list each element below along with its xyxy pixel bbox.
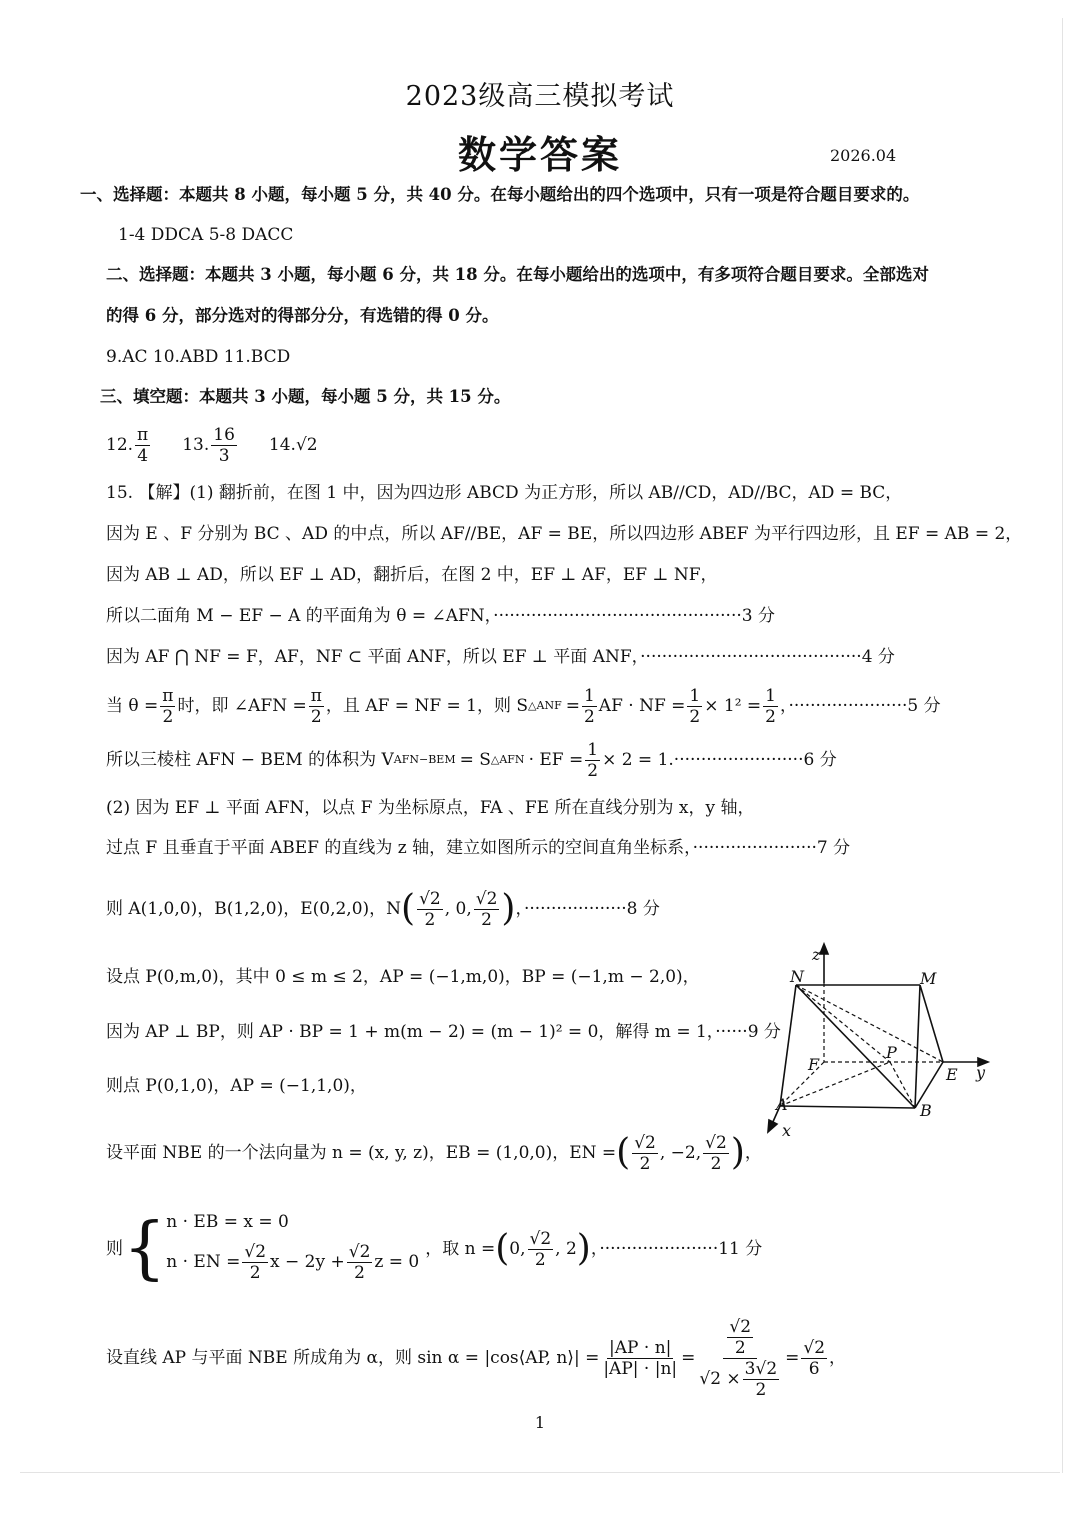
- edge-MB: [915, 985, 920, 1108]
- solution-line-12: 因为 AP ⊥ BP，则 AP · BP = 1 + m(m − 2) = (m − 1)² = 0，解得 m = 1，······9 分: [106, 1022, 781, 1042]
- q13-fraction: [211, 425, 237, 466]
- eq2-frac-a: [242, 1242, 268, 1283]
- frac-den: |AP| · |n|: [603, 1358, 678, 1379]
- l15-text-b: ，取 n =: [425, 1239, 496, 1259]
- label-M: M: [920, 969, 937, 988]
- frac-den: [697, 1359, 783, 1400]
- frac-den: 2: [481, 909, 492, 930]
- solution-line-4: 所以二面角 M − EF − A 的平面角为 θ = ∠AFN，··············································3 分: [106, 606, 775, 626]
- l7-text-a: 所以三棱柱 AFN − BEM 的体积为 V: [106, 750, 394, 770]
- solution-line-3: 因为 AB ⊥ AD，所以 EF ⊥ AD，翻折后，在图 2 中，EF ⊥ AF，EF ⊥ NF，: [106, 565, 718, 585]
- solution-line-8: (2) 因为 EF ⊥ 平面 AFN，以点 F 为坐标原点，FA 、FE 所在直线分别为 x，y 轴，: [106, 798, 755, 818]
- solution-line-5: 因为 AF ⋂ NF = F，AF，NF ⊂ 平面 ANF，所以 EF ⊥ 平面 ANF，·········································4 分: [106, 647, 895, 667]
- l14-mid: , −2,: [659, 1143, 702, 1163]
- geometry-figure: [760, 938, 1000, 1148]
- document-title: 2023级高三模拟考试: [405, 81, 675, 112]
- l14-text-a: 设平面 NBE 的一个法向量为 n = (x, y, z)，EB = (1,0,0)，EN =: [106, 1143, 617, 1163]
- frac-num: 1: [587, 739, 599, 760]
- l10-frac-rt2-b: [474, 889, 500, 930]
- section1-answers: 1-4 DDCA 5-8 DACC: [118, 225, 294, 245]
- solution-line-7: [106, 738, 837, 782]
- frac-num: √2: [244, 1241, 267, 1262]
- frac-den: 2: [424, 909, 436, 930]
- frac-den: 2: [765, 706, 776, 727]
- paren-open: (: [401, 888, 416, 929]
- l6-frac-pi-2-b: [309, 686, 324, 727]
- section3-heading: 三、填空题：本题共 3 小题，每小题 5 分，共 15 分。: [100, 387, 511, 406]
- eq2-text-a: n · EN =: [166, 1252, 241, 1272]
- l6-text-e: AF · NF =: [598, 696, 686, 716]
- eq2-frac-b: [347, 1242, 373, 1283]
- equation-1: n · EB = x = 0: [166, 1212, 289, 1232]
- label-x: x: [782, 1121, 792, 1140]
- l6-text-d: =: [565, 696, 580, 716]
- solution-line-2: 因为 E 、F 分别为 BC 、AD 的中点，所以 AF//BE，AF = BE，所以四边形 ABEF 为平行四边形，且 EF = AB = 2，: [106, 524, 1023, 544]
- paren-open: (: [495, 1228, 510, 1269]
- l14-frac-rt2-a: [632, 1133, 658, 1174]
- den-text: √2 ×: [699, 1369, 741, 1389]
- label-F: F: [808, 1055, 820, 1074]
- eq2-text-b: x − 2y +: [270, 1252, 345, 1272]
- l7-subscript-2: △AFN: [490, 753, 525, 766]
- l15-text-c: ，······················11 分: [590, 1239, 763, 1259]
- l16-text-b: =: [681, 1348, 696, 1368]
- solution-line-13: 则点 P(0,1,0)，AP = (−1,1,0)，: [106, 1076, 367, 1096]
- l14-frac-rt2-b: [703, 1133, 729, 1174]
- x-axis-arrow: [768, 1120, 777, 1132]
- section1-heading: 一、选择题：本题共 8 小题，每小题 5 分，共 40 分。在每小题给出的四个选项中，只有一项是符合题目要求的。: [80, 185, 920, 204]
- l6-frac-half-b: [687, 686, 702, 727]
- l10-text-a: 则 A(1,0,0)，B(1,2,0)，E(0,2,0)，N: [106, 899, 402, 919]
- frac-den: 2: [249, 1262, 261, 1283]
- l6-frac-half-c: [763, 686, 778, 727]
- frac-num: |AP · n|: [609, 1337, 672, 1358]
- frac-num: π: [310, 685, 322, 706]
- frac-num: √2: [529, 1228, 552, 1249]
- l16-frac-result: [801, 1338, 827, 1379]
- label-y: y: [976, 1063, 986, 1082]
- l7-text-c: · EF =: [528, 750, 584, 770]
- frac-den: 2: [534, 1249, 546, 1270]
- l7-subscript-1: AFN−BEM: [393, 753, 456, 766]
- paren-close: ): [576, 1228, 591, 1269]
- l6-text-c: ，且 AF = NF = 1，则 S: [325, 696, 529, 716]
- paren-close: ): [501, 888, 516, 929]
- section3-answers: [106, 422, 318, 468]
- frac-den: 2: [710, 1153, 722, 1174]
- frac-den: 2: [639, 1153, 651, 1174]
- frac-den: 2: [755, 1379, 767, 1400]
- l10-frac-rt2-a: [417, 889, 443, 930]
- equation-2: [166, 1237, 419, 1287]
- l7-frac-half: [585, 740, 600, 781]
- frac-den: 2: [689, 706, 701, 727]
- q14-value: √2: [295, 435, 318, 455]
- section2-heading-line2: 的得 6 分，部分选对的得部分分，有选错的得 0 分。: [106, 306, 499, 325]
- document-subtitle: 数学答案: [457, 132, 622, 177]
- l6-text-b: 时，即 ∠AFN =: [177, 696, 307, 716]
- hidden-edge-NP: [796, 985, 890, 1062]
- q13-denominator: 3: [218, 445, 230, 466]
- q12-fraction: [135, 425, 150, 466]
- frac-num: √2: [803, 1337, 826, 1358]
- frac-den: 2: [162, 706, 174, 727]
- frac-num: 1: [583, 685, 595, 706]
- solution-line-15: [106, 1206, 762, 1292]
- frac-den: 2: [587, 760, 599, 781]
- q14-label: 14.: [268, 435, 296, 455]
- l10-text-b: ，···················8 分: [515, 899, 660, 919]
- inner-frac: [727, 1317, 753, 1358]
- label-A: A: [776, 1095, 788, 1114]
- q12-denominator: 4: [137, 445, 149, 466]
- frac-num: √2: [475, 888, 498, 909]
- solution-line-14: [106, 1128, 762, 1178]
- system-brace: {: [123, 1209, 167, 1288]
- q13-numerator: 16: [213, 424, 235, 445]
- frac-den: 2: [310, 706, 322, 727]
- label-B: B: [920, 1101, 932, 1120]
- l15-vec-last: , 2: [555, 1239, 577, 1259]
- frac-den: 6: [808, 1358, 820, 1379]
- frac-num: [723, 1317, 757, 1359]
- frac-num: π: [162, 685, 174, 706]
- frac-den: 2: [354, 1262, 365, 1283]
- solution-line-1: 15. 【解】(1) 翻折前，在图 1 中，因为四边形 ABCD 为正方形，所以 AB//CD，AD//BC，AD = BC，: [106, 483, 903, 503]
- edge-NB: [796, 985, 915, 1108]
- eq2-text-c: z = 0: [374, 1252, 420, 1272]
- section2-answers: 9.AC 10.ABD 11.BCD: [106, 347, 291, 367]
- q13-label: 13.: [182, 435, 210, 455]
- frac-den: 2: [583, 706, 595, 727]
- l15-text-a: 则: [106, 1239, 123, 1259]
- frac-den: 2: [734, 1337, 746, 1358]
- frac-num: 1: [689, 685, 701, 706]
- page-edge-right: [1062, 18, 1063, 1473]
- l16-frac-main: [601, 1338, 679, 1379]
- l6-text-a: 当 θ =: [106, 696, 159, 716]
- label-E: E: [946, 1065, 958, 1084]
- z-axis-arrow: [820, 944, 828, 954]
- edge-NA: [780, 985, 796, 1106]
- edge-ME: [920, 985, 943, 1062]
- l16-text-d: ，: [829, 1348, 847, 1368]
- hidden-edge-AP: [780, 1062, 890, 1106]
- frac-num: 1: [765, 685, 776, 706]
- l6-subscript: △ANF: [528, 699, 562, 712]
- solution-line-16: [106, 1310, 846, 1406]
- l6-text-f: × 1² =: [704, 696, 762, 716]
- l16-frac-compound: [697, 1317, 783, 1400]
- label-P: P: [886, 1043, 897, 1062]
- solution-line-6: [106, 684, 941, 728]
- l14-text-b: ，: [744, 1143, 762, 1163]
- page-edge-bottom: [20, 1472, 1060, 1473]
- inner-frac: [743, 1359, 779, 1400]
- solution-line-10: [106, 884, 660, 934]
- frac-num: √2: [634, 1132, 656, 1153]
- l10-mid: , 0,: [444, 899, 472, 919]
- label-N: N: [790, 967, 804, 986]
- l6-text-g: ，······················5 分: [780, 696, 941, 716]
- frac-num: √2: [729, 1316, 752, 1337]
- l15-frac-rt2: [528, 1229, 554, 1270]
- equation-system: [166, 1211, 419, 1287]
- frac-num: √2: [419, 888, 441, 909]
- l7-text-d: × 2 = 1.························6 分: [602, 750, 837, 770]
- frac-num: √2: [705, 1132, 727, 1153]
- l16-text-a: 设直线 AP 与平面 NBE 所成角为 α，则 sin α = |cos⟨AP, n⟩| =: [106, 1348, 600, 1368]
- q12-numerator: π: [137, 424, 149, 445]
- l16-text-c: =: [785, 1348, 800, 1368]
- l6-frac-pi-2-a: [160, 686, 175, 727]
- label-z: z: [812, 945, 821, 964]
- paren-open: (: [616, 1132, 631, 1173]
- l6-frac-half-a: [582, 686, 597, 727]
- paren-close: ): [730, 1132, 745, 1173]
- l15-vec-first: 0,: [509, 1239, 526, 1259]
- edge-AB: [780, 1106, 915, 1108]
- frac-num: √2: [348, 1241, 371, 1262]
- solution-line-11: 设点 P(0,m,0)，其中 0 ≤ m ≤ 2，AP = (−1,m,0)，BP = (−1,m − 2,0)，: [106, 967, 700, 987]
- frac-num: 3√2: [744, 1358, 778, 1379]
- l7-text-b: = S: [459, 750, 491, 770]
- section2-heading-line1: 二、选择题：本题共 3 小题，每小题 6 分，共 18 分。在每小题给出的选项中，有多项符合题目要求。全部选对: [106, 265, 929, 284]
- page-number: 1: [534, 1413, 546, 1432]
- q12-label: 12.: [106, 435, 134, 455]
- exam-date: 2026.04: [830, 146, 897, 165]
- hidden-edge-NE: [796, 985, 943, 1062]
- solution-line-9: 过点 F 且垂直于平面 ABEF 的直线为 z 轴，建立如图所示的空间直角坐标系，·······················7 分: [106, 838, 851, 858]
